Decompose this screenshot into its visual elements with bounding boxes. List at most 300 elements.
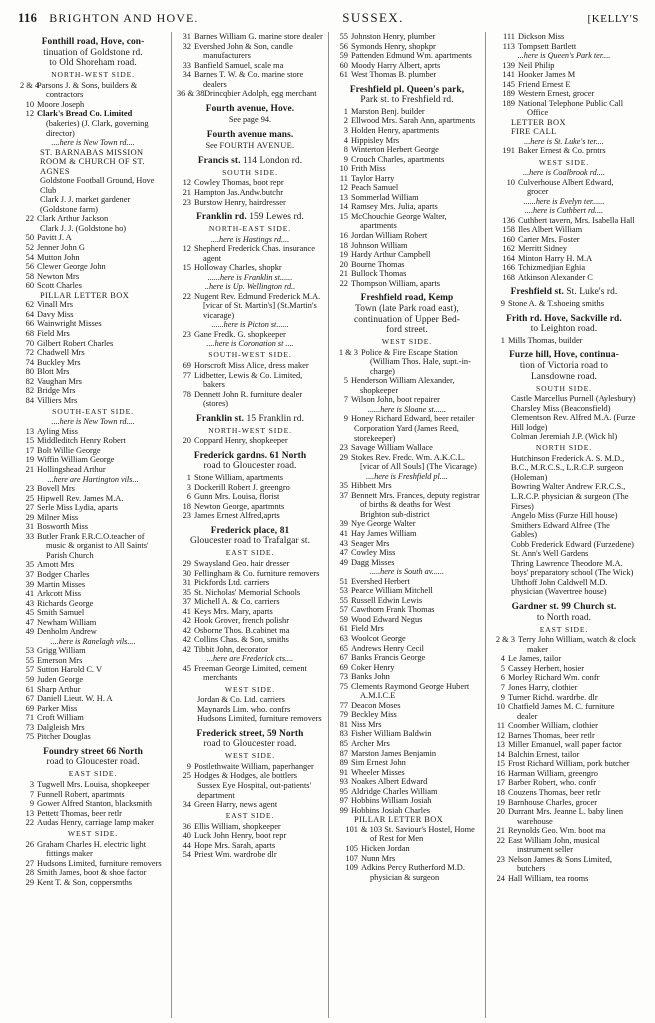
- entry-number: 56: [339, 41, 348, 51]
- directory-entry: [20, 580, 166, 590]
- directory-entry: [334, 174, 480, 184]
- entry-text: Neil Philip: [517, 60, 555, 70]
- cross-street-note: ....here is New Town rd....: [51, 417, 135, 427]
- cross-street-note: ...here are Hartington vils...: [47, 474, 139, 484]
- entry-number: 33: [182, 60, 191, 70]
- entry-number: 45: [25, 608, 34, 618]
- list-item: Maynards Lim. who. confrs: [196, 704, 291, 714]
- directory-entry: [334, 61, 480, 71]
- street-heading-line: to Old Shoreham road.: [49, 58, 137, 69]
- street-heading: [491, 314, 637, 335]
- entry-number: 29: [182, 558, 191, 568]
- list-item: PILLAR LETTER BOX: [40, 290, 130, 300]
- entry-text: Culverhouse Albert Edward, grocer: [517, 177, 614, 197]
- entry-number: 33: [25, 531, 34, 541]
- list-item: ST. BARNABAS MISSION ROOM & CHURCH OF ST. AGNES: [40, 147, 145, 176]
- entry-number: 30: [182, 568, 191, 578]
- directory-entry: [334, 577, 480, 587]
- street-heading-line: to Leighton road.: [530, 324, 598, 335]
- directory-entry: [20, 427, 166, 437]
- entry-number: 14: [496, 749, 505, 759]
- entry-text: Dickson Miss: [517, 32, 565, 41]
- directory-entry: [491, 740, 637, 750]
- directory-entry: [334, 682, 480, 701]
- entry-text: Cowley Miss: [350, 548, 396, 558]
- entry-number: 42: [182, 616, 191, 626]
- entry-text: Aldridge Charles William: [350, 786, 438, 796]
- entry-text: Jones Harry, clothier: [507, 682, 578, 692]
- entry-number: 71: [25, 713, 34, 723]
- directory-entry: [177, 492, 323, 502]
- street-cross-reference: See page 94.: [228, 115, 272, 125]
- entry-text: Graham Charles H. electric light fittings maker: [37, 839, 147, 859]
- street-heading-line: road to Gloucester road.: [203, 739, 297, 750]
- directory-entry: [177, 822, 323, 832]
- entry-number: 8: [343, 145, 348, 155]
- entry-text: Friend Ernest E: [517, 79, 571, 89]
- entry-number: 29: [25, 877, 34, 887]
- directory-entry: [20, 465, 166, 475]
- directory-entry: [20, 790, 166, 800]
- side-marker: WEST SIDE.: [381, 337, 433, 347]
- directory-entry: [20, 723, 166, 733]
- entry-number: 107: [345, 853, 358, 863]
- entry-number: 9: [29, 799, 34, 809]
- entry-number: 58: [25, 271, 34, 281]
- cross-street-note: ...here is Coalbrook rd....: [523, 168, 605, 178]
- entry-number: 57: [339, 605, 348, 615]
- directory-entry: [20, 656, 166, 666]
- entry-number: 73: [25, 722, 34, 732]
- entry-number: 21: [496, 826, 505, 836]
- entry-text: Osborne Thos. B.cabinet ma: [193, 625, 290, 635]
- entry-text: Denholm Andrew: [37, 627, 97, 637]
- street-heading-line: Furze hill, Hove, continua-: [509, 350, 619, 361]
- cross-street-note: .....here is South av......: [369, 567, 445, 577]
- entry-text: Adkins Percy Rutherford M.D. physician & surgeon: [360, 863, 465, 882]
- entry-number: 59: [339, 614, 348, 624]
- entry-text: Vaughan Mrs: [37, 376, 82, 386]
- street-heading-line: Freshfield road, Kemp: [360, 293, 454, 304]
- entry-number: 42: [182, 625, 191, 635]
- entry-text: Juden George: [37, 674, 84, 684]
- directory-entry: [334, 116, 480, 126]
- entry-number: 21: [339, 269, 348, 279]
- entry-number: 11: [496, 721, 505, 731]
- directory-entry: [334, 42, 480, 52]
- entry-text: Minton Harry H. M.A: [517, 253, 593, 263]
- entry-text: Grigg William: [37, 646, 86, 656]
- entry-number: 67: [25, 694, 34, 704]
- entry-number: 29: [25, 512, 34, 522]
- entry-text: Postlethwaite William, paperhanger: [193, 761, 314, 771]
- column-rule: [328, 32, 329, 1018]
- directory-entry: [20, 809, 166, 819]
- street-heading-line: Frederick place, 81: [210, 525, 290, 536]
- entry-number: 83: [339, 729, 348, 739]
- directory-column-3: [330, 32, 484, 1018]
- directory-entry: [334, 768, 480, 778]
- cross-street-note: ....here is Cuthbert rd....: [524, 206, 604, 216]
- directory-entry: [334, 586, 480, 596]
- entry-text: East William John, musical instrument seller: [507, 835, 600, 855]
- directory-entry: [177, 263, 323, 273]
- directory-entry: [20, 799, 166, 809]
- entry-number: 136: [502, 215, 515, 225]
- entry-text: Tugwell Mrs. Louisa, shopkeeper: [37, 779, 150, 789]
- directory-entry: [491, 299, 637, 309]
- directory-entry: [334, 164, 480, 174]
- directory-entry: [334, 720, 480, 730]
- directory-entry: [334, 250, 480, 260]
- entry-text: Terry John William, watch & clock maker: [517, 635, 636, 654]
- entry-number: 17: [25, 445, 34, 455]
- entry-text: Funnell Robert, apartmnts: [37, 789, 125, 799]
- directory-entry: [491, 778, 637, 788]
- cross-street-note: ....here is Freshfield pl....: [366, 471, 448, 481]
- entry-number: 20: [182, 436, 191, 446]
- entry-text: Pettett Thomas, beer retlr: [37, 808, 122, 818]
- directory-entry: [20, 589, 166, 599]
- street-heading: [177, 156, 323, 167]
- street-heading-line: [492, 287, 636, 298]
- street-heading: [177, 526, 323, 547]
- list-item: Clementson Rev. Alfred M.A. (Furze Hill lodge): [510, 413, 636, 432]
- entry-text: Middleditch Henry Robert: [37, 436, 126, 446]
- entry-text: Sommerlad William: [350, 192, 419, 202]
- directory-entry: [20, 329, 166, 339]
- entry-number: 39: [25, 579, 34, 589]
- entry-number: 40: [182, 831, 191, 841]
- list-item: Thring Lawrence Theodore M.A. boys' preparatory school (The Wick): [510, 558, 634, 578]
- entry-text: Hibbett Mrs: [350, 481, 392, 491]
- entry-text: Milner Miss: [37, 512, 79, 522]
- entry-text: Clements Raymond George Hubert A.M.I.C.E: [350, 681, 470, 701]
- running-head: [16, 10, 641, 28]
- entry-text: Hay James William: [350, 528, 417, 538]
- entry-text: Gower Alfred Stanton, blacksmith: [37, 799, 152, 809]
- entry-number: 31: [182, 578, 191, 588]
- street-heading-line: [178, 212, 322, 223]
- entry-number: 99: [339, 805, 348, 815]
- street-heading-line: continuation of Upper Bed-: [354, 314, 460, 325]
- entry-number: 9: [500, 299, 505, 309]
- entry-number: 72: [25, 348, 34, 358]
- entry-number: 78: [182, 389, 191, 399]
- entry-number: 56: [25, 262, 34, 272]
- list-item: Corporation Yard (James Reed, storekeeper): [353, 424, 459, 443]
- entry-text: Tompsett Bartlett: [517, 41, 577, 51]
- entry-number: 2 & 4: [20, 80, 40, 90]
- cross-street-note: ..here is Up. Wellington rd..: [204, 282, 296, 292]
- entry-text: Johnson William: [350, 240, 408, 250]
- directory-entry: [334, 70, 480, 80]
- entry-number: 1 & 3: [338, 347, 358, 357]
- side-marker: NORTH-EAST SIDE.: [208, 224, 292, 234]
- entry-number: 189: [502, 98, 515, 108]
- entry-number: 6: [186, 492, 191, 502]
- entry-text: Morley Richard Wm. confr: [507, 673, 600, 683]
- street-heading-line: Lansdowne road.: [530, 371, 598, 382]
- cross-street-note: ...here is Queen's Park ter....: [517, 51, 611, 61]
- entry-text: Keys Mrs. Mary, aparts: [193, 606, 273, 616]
- directory-entry: [20, 300, 166, 310]
- entry-number: 49: [339, 557, 348, 567]
- directory-entry: [334, 395, 480, 405]
- entry-text: Hope Mrs. Sarah, aparts: [193, 840, 276, 850]
- entry-number: 41: [25, 589, 34, 599]
- directory-entry: [177, 32, 323, 42]
- directory-entry: [334, 32, 480, 42]
- entry-number: 53: [339, 586, 348, 596]
- directory-entry: [177, 664, 323, 683]
- entry-number: 21: [182, 187, 191, 197]
- directory-entry: [177, 502, 323, 512]
- directory-entry: [491, 759, 637, 769]
- entry-number: 61: [339, 624, 348, 634]
- directory-entry: [177, 483, 323, 493]
- entry-text: Kent T. & Son, coppersmths: [37, 877, 133, 887]
- entry-number: 23: [182, 197, 191, 207]
- directory-entry: [491, 702, 637, 721]
- entry-number: 70: [25, 338, 34, 348]
- entry-number: 42: [182, 644, 191, 654]
- side-marker: NORTH-WEST SIDE.: [208, 425, 292, 435]
- street-heading-line: Frederick street, 59 North: [196, 728, 304, 739]
- entry-text: Banfield Samuel, scale ma: [193, 60, 284, 70]
- cross-street-note: ...here are Frederick cts....: [206, 654, 294, 664]
- entry-number: 162: [502, 244, 515, 254]
- entry-text: Ellis William, shopkeeper: [193, 821, 281, 831]
- entry-text: Stokes Rev. Fredc. Wm. A.K.C.L. [vicar of All Souls] (The Vicarage): [350, 452, 477, 472]
- entry-text: Wainwright Misses: [37, 319, 102, 329]
- entry-number: 10: [339, 164, 348, 174]
- directory-entry: [334, 183, 480, 193]
- entry-number: 19: [25, 455, 34, 465]
- directory-entry: [491, 654, 637, 664]
- entry-text: Clark Arthur Jackson: [37, 214, 109, 224]
- entry-number: 101: [345, 824, 358, 834]
- directory-entry: [20, 618, 166, 628]
- entry-number: 54: [25, 252, 34, 262]
- entry-number: 22: [182, 291, 191, 301]
- entry-number: 22: [339, 278, 348, 288]
- entry-number: 23: [339, 443, 348, 453]
- entry-number: 65: [339, 643, 348, 653]
- directory-entry: [177, 330, 323, 340]
- directory-entry: [20, 859, 166, 869]
- street-heading-line: Gardner st. 99 Church st.: [511, 602, 617, 613]
- entry-text: Thompson William, aparts: [350, 278, 441, 288]
- entry-text: Police & Fire Escape Station (William Thos. Hale, supt.-in-charge): [360, 347, 471, 376]
- entry-text: Sutton Harold C. V: [37, 665, 102, 675]
- entry-text: Archer Mrs: [350, 738, 390, 748]
- entry-text: Nunn Mrs: [360, 853, 396, 863]
- entry-text: Dockerill Robert J. greengro: [193, 482, 290, 492]
- directory-entry: [20, 732, 166, 742]
- street-heading-line: Fourth avenue, Hove.: [205, 103, 295, 114]
- directory-entry: [491, 807, 637, 826]
- list-item: Charsley Miss (Beaconsfield): [510, 403, 611, 413]
- entry-text: Coker Henry: [350, 662, 395, 672]
- entry-number: 20: [339, 259, 348, 269]
- entry-text: Emerson Mrs: [37, 655, 83, 665]
- entry-number: 26: [25, 839, 34, 849]
- entry-text: Savage William Wallace: [350, 443, 433, 453]
- entry-text: Bodger Charles: [37, 569, 90, 579]
- directory-entry: [20, 627, 166, 637]
- street-heading-line: [178, 414, 322, 425]
- entry-number: 54: [182, 850, 191, 860]
- directory-entry: [334, 758, 480, 768]
- entry-number: 13: [496, 740, 505, 750]
- entry-text: Nugent Rev. Edmund Frederick M.A. [vicar of St. Martin's] (St.Martin's vicarage): [193, 291, 321, 320]
- directory-entry: [20, 878, 166, 888]
- entry-number: 7: [29, 789, 34, 799]
- directory-entry: [491, 635, 637, 654]
- entry-number: 166: [502, 263, 515, 273]
- directory-entry: [334, 443, 480, 453]
- entry-number: 15: [182, 263, 191, 273]
- directory-entry: [334, 605, 480, 615]
- directory-entry: [20, 262, 166, 272]
- cross-street-note: ...here is St. Luke's ter....: [524, 136, 604, 146]
- entry-text: Fisher William Baldwin: [350, 729, 432, 739]
- directory-entry: [20, 675, 166, 685]
- entry-text: Smith Samuel: [37, 608, 85, 618]
- entry-number: 35: [339, 481, 348, 491]
- entry-text: Cuthbert tavern, Mrs. Isabella Hall: [517, 215, 635, 225]
- entry-text: Mills Thomas, builder: [507, 335, 583, 345]
- directory-entry: [20, 694, 166, 704]
- entry-number: 24: [496, 873, 505, 883]
- directory-entry: [491, 244, 637, 254]
- entry-text: Pearce William Mitchell: [350, 586, 433, 596]
- entry-text: Pickfords Ltd. carriers: [193, 578, 270, 588]
- entry-text: Pattenden Edmund Wm. apartments: [350, 51, 472, 61]
- entry-text: Daniell Lieut. W. H. A: [37, 694, 113, 704]
- directory-entry: [334, 634, 480, 644]
- entry-text: Evershed John & Son, candle manufacturers: [193, 41, 293, 61]
- entry-text: Stone William, apartments: [193, 473, 284, 483]
- directory-entry: [334, 558, 480, 568]
- entry-text: Wilson John, boot repairer: [350, 395, 440, 405]
- entry-text: Freeman George Limited, cement merchants: [193, 663, 307, 683]
- directory-entry: [334, 231, 480, 241]
- directory-entry: [491, 788, 637, 798]
- entry-text: Bolt Willie George: [37, 445, 101, 455]
- entry-text: Baker Ernest & Co. prntrs: [517, 146, 606, 156]
- directory-entry: [491, 80, 637, 90]
- directory-entry: [20, 704, 166, 714]
- entry-business-name: Clark's Bread Co. Limited: [37, 109, 133, 119]
- entry-number: 62: [25, 300, 34, 310]
- directory-entry: [491, 750, 637, 760]
- entry-number: 87: [339, 748, 348, 758]
- street-heading: [20, 37, 166, 69]
- list-item: Uhthoff John Caldwell M.D. physician (Wavertree house): [510, 577, 608, 597]
- directory-entry: [177, 597, 323, 607]
- entry-text: Crouch Charles, apartments: [350, 154, 445, 164]
- entry-text: Turner Richd. wardrbe. dlr: [507, 692, 598, 702]
- entry-text: Audas Henry, carriage lamp maker: [37, 818, 154, 828]
- entry-number: 7: [343, 395, 348, 405]
- street-range: 114 London rd.: [243, 155, 303, 166]
- directory-entry: [491, 89, 637, 99]
- entry-number: 91: [339, 767, 348, 777]
- directory-entry: [20, 868, 166, 878]
- directory-entry: [177, 361, 323, 371]
- street-range: St. Luke's rd.: [566, 287, 618, 298]
- directory-entry: [20, 685, 166, 695]
- entry-text: Iles Albert William: [517, 225, 583, 235]
- entry-number: 9: [186, 761, 191, 771]
- directory-entry: [334, 644, 480, 654]
- entry-text: Horscroft Miss Alice, dress maker: [193, 360, 309, 370]
- directory-entry: [177, 436, 323, 446]
- street-heading-line: ford street.: [386, 325, 428, 336]
- entry-text: Bosworth Miss: [37, 522, 88, 532]
- entry-text: Hicken Jordan: [360, 843, 410, 853]
- entry-text: Peach Samuel: [350, 183, 399, 193]
- entry-number: 19: [496, 797, 505, 807]
- entry-number: 73: [339, 672, 348, 682]
- directory-entry: [20, 818, 166, 828]
- entry-text: Winterton Herbert George: [350, 145, 439, 155]
- directory-entry: [20, 513, 166, 523]
- cross-street-note: ....here is Ranelagh vils....: [50, 636, 136, 646]
- entry-text: Hippisley Mrs: [350, 135, 400, 145]
- directory-entry: [20, 348, 166, 358]
- entry-number: 74: [25, 357, 34, 367]
- entry-text: Luck John Henry, boot repr: [193, 831, 287, 841]
- entry-number: 6: [500, 673, 505, 683]
- side-marker: WEST SIDE.: [224, 751, 276, 761]
- entry-text: Le James, tailor: [507, 654, 562, 664]
- street-heading: [177, 212, 323, 223]
- entry-number: 9: [343, 154, 348, 164]
- list-item: Bowring Walter Andrew F.R.C.S., L.R.C.P. physician & surgeon (The Firses): [510, 482, 629, 511]
- entry-text: Barnes Thomas, beer retlr: [507, 730, 595, 740]
- entry-number: 31: [182, 32, 191, 41]
- directory-entry: [491, 798, 637, 808]
- entry-text: Symonds Henry, shopkpr: [350, 41, 436, 51]
- entry-number: 95: [339, 786, 348, 796]
- entry-text: Barnes T. W. & Co. marine store dealers: [193, 70, 304, 89]
- side-marker: EAST SIDE.: [225, 548, 275, 558]
- entry-number: 64: [25, 309, 34, 319]
- entry-number: 160: [502, 234, 515, 244]
- entry-number: 75: [339, 681, 348, 691]
- entry-text: Gunn Mrs. Louisa, florist: [193, 492, 280, 502]
- entry-number: 191: [502, 146, 515, 156]
- entry-text: Lidbetter, Lewis & Co. Limited, bakers: [193, 370, 303, 390]
- entry-text: Woolcot George: [350, 633, 406, 643]
- directory-entry: [20, 281, 166, 291]
- entry-number: 82: [25, 386, 34, 396]
- entry-number: 15: [496, 759, 505, 769]
- directory-entry: [491, 693, 637, 703]
- entry-text: Evershed Herbert: [350, 576, 410, 586]
- list-item: LETTER BOX: [510, 117, 566, 127]
- entry-number: 10: [496, 702, 505, 712]
- directory-column-1: [16, 32, 170, 1018]
- directory-entry: [177, 831, 323, 841]
- cross-street-note: ....here is New Town rd....: [51, 138, 135, 148]
- directory-entry: [334, 212, 480, 231]
- entry-text: Smith James, boot & shoe factor: [37, 868, 147, 878]
- directory-entry: [177, 559, 323, 569]
